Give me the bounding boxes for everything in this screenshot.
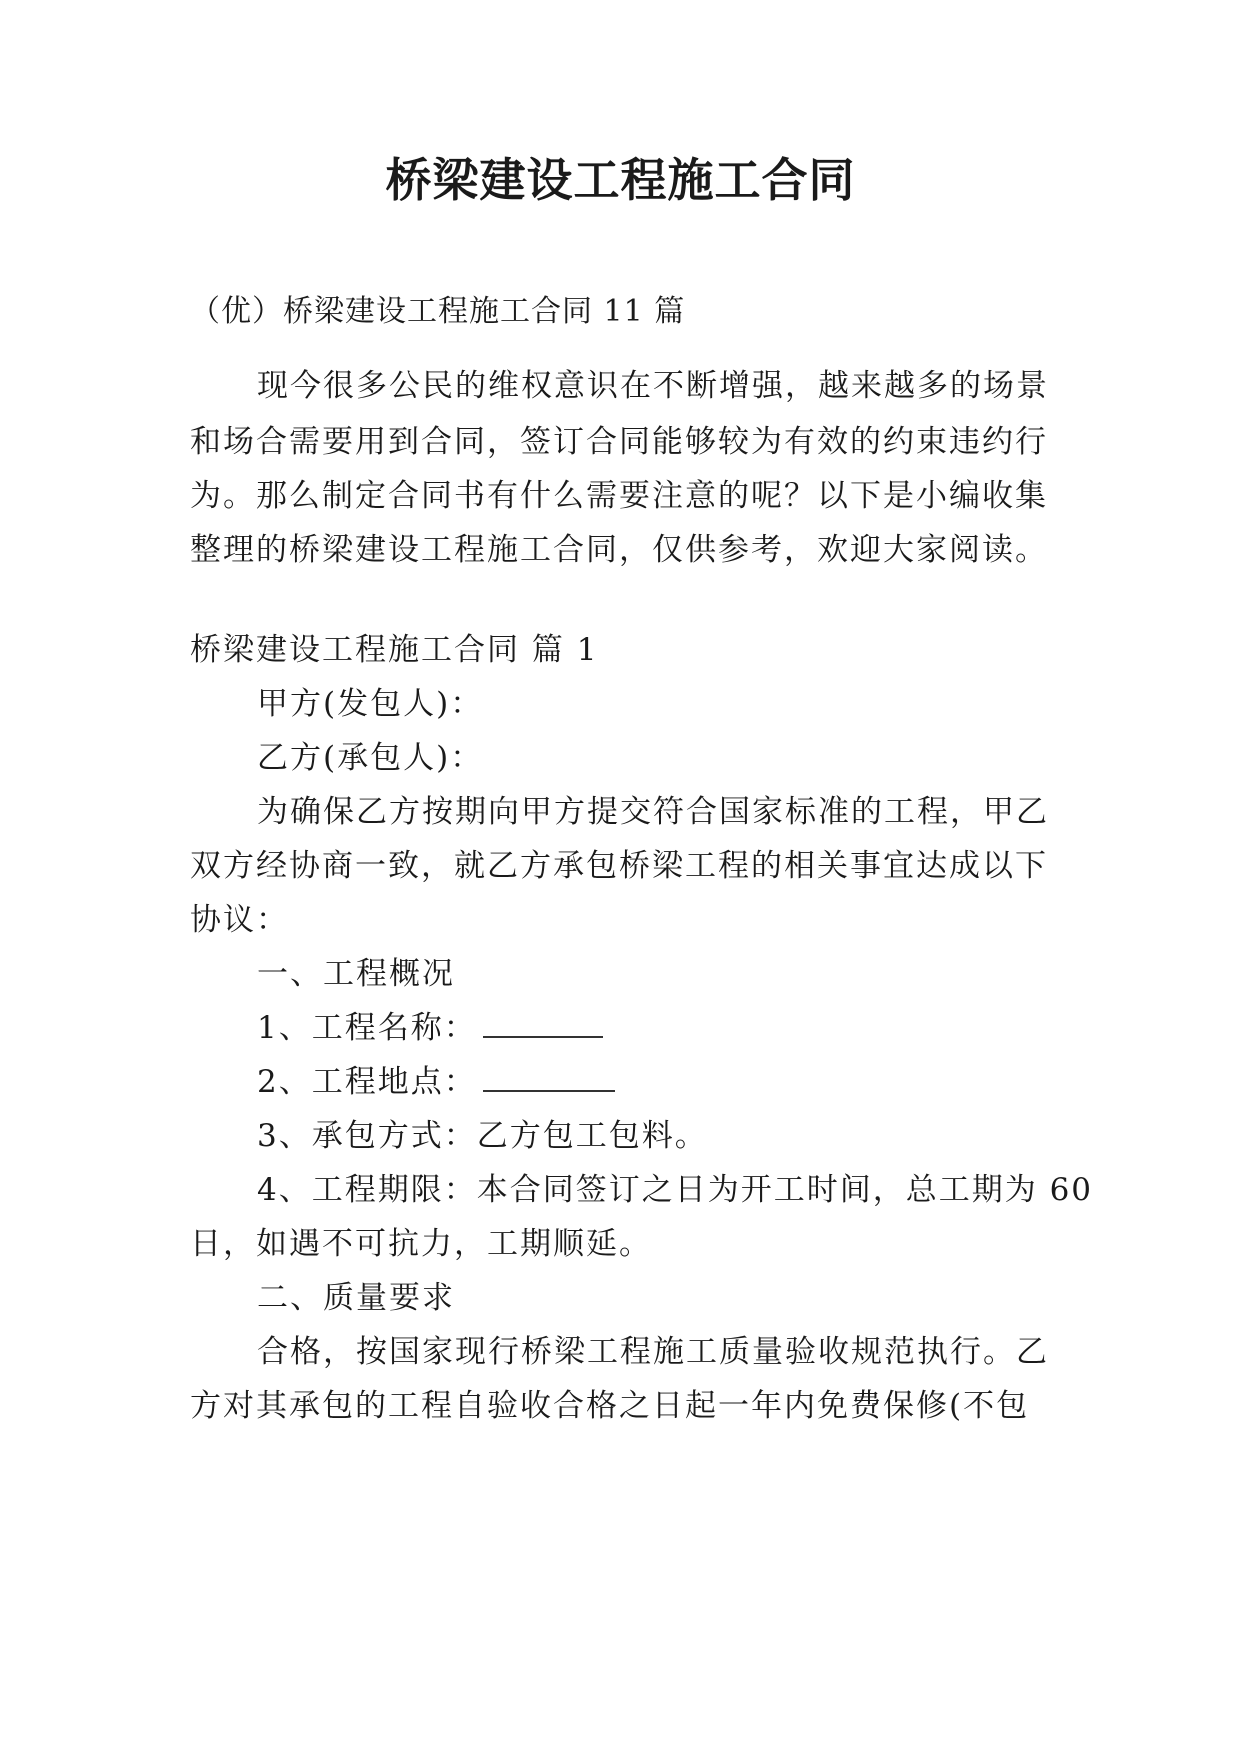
- intro-line-4: 整理的桥梁建设工程施工合同，仅供参考，欢迎大家阅读。: [190, 532, 1048, 568]
- party-a-line: 甲方(发包人)：: [257, 686, 484, 722]
- intro-line-2: 和场合需要用到合同，签订合同能够较为有效的约束违约行: [190, 424, 1048, 460]
- item-4-line-2: 日，如遇不可抗力，工期顺延。: [190, 1226, 652, 1262]
- intro-line-3: 为。那么制定合同书有什么需要注意的呢？以下是小编收集: [190, 478, 1048, 514]
- preamble-line-3: 协议：: [190, 902, 289, 938]
- intro-line-1: 现今很多公民的维权意识在不断增强，越来越多的场景: [257, 368, 1049, 404]
- item-1-line: [257, 1006, 603, 1050]
- preamble-line-2: 双方经协商一致，就乙方承包桥梁工程的相关事宜达成以下: [190, 848, 1048, 884]
- project-name-blank: [483, 1008, 603, 1038]
- item-2-line: [257, 1060, 615, 1104]
- section-heading: 桥梁建设工程施工合同 篇 1: [190, 632, 599, 668]
- preamble-line-1: 为确保乙方按期向甲方提交符合国家标准的工程，甲乙: [257, 794, 1049, 830]
- document-title: 桥梁建设工程施工合同: [385, 153, 856, 207]
- party-b-line: 乙方(承包人)：: [257, 740, 484, 776]
- item-1-label: 1、工程名称：: [257, 1010, 477, 1046]
- quality-line-2: 方对其承包的工程自验收合格之日起一年内免费保修(不包: [190, 1388, 1030, 1424]
- item-3-line: 3、承包方式：乙方包工包料。: [257, 1118, 708, 1154]
- section-two-heading: 二、质量要求: [257, 1280, 455, 1316]
- section-one-heading: 一、工程概况: [257, 956, 455, 992]
- project-location-blank: [483, 1062, 615, 1092]
- quality-line-1: 合格，按国家现行桥梁工程施工质量验收规范执行。乙: [257, 1334, 1049, 1370]
- item-4-line-1: 4、工程期限：本合同签订之日为开工时间，总工期为 60: [257, 1172, 1094, 1208]
- document-subtitle: （优）桥梁建设工程施工合同 11 篇: [190, 294, 686, 329]
- item-2-label: 2、工程地点：: [257, 1064, 477, 1100]
